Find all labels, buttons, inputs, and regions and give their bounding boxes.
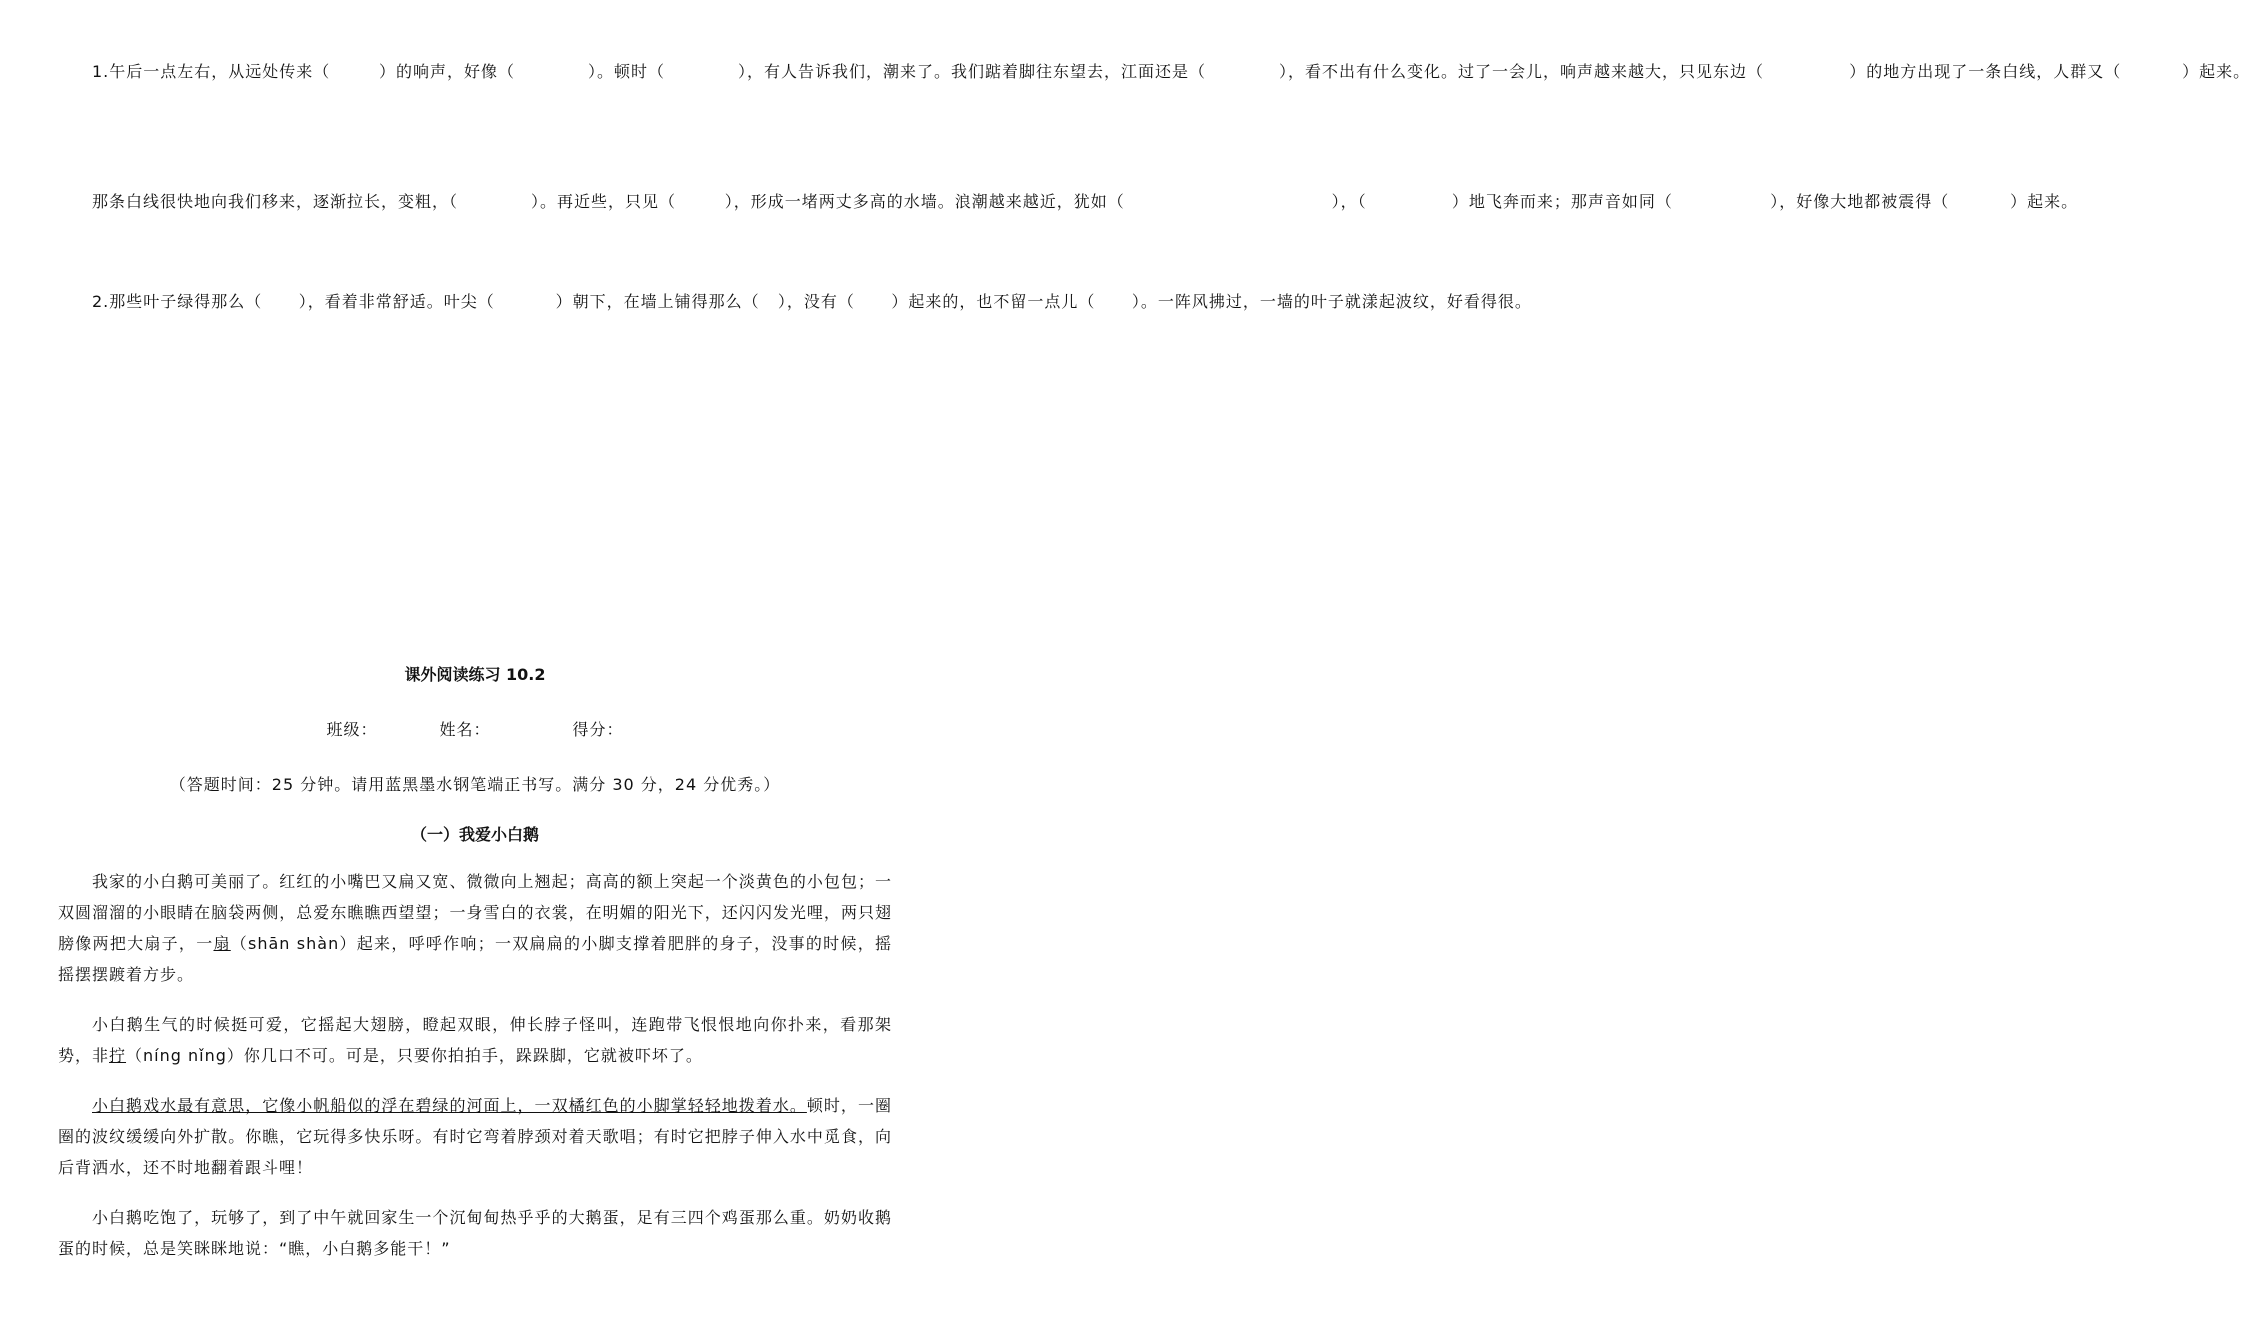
score-label: 得分： bbox=[572, 720, 624, 739]
question-text: 午后一点左右，从远处传来（ ）的响声，好像（ ）。顿时（ ），有人告诉我们，潮来了。我们踮着脚往东望去，江面还是（ ），看不出有什么变化。过了一会儿，响声越来越大，只见东边（ ）的地方出现了一条白线，人群又（ ）起来。 bbox=[109, 62, 2250, 81]
question-number: 2. bbox=[92, 292, 110, 311]
article-paragraph-4: 小白鹅吃饱了，玩够了，到了中午就回家生一个沉甸甸热乎乎的大鹅蛋，足有三四个鸡蛋那么重。奶奶收鹅蛋的时候，总是笑眯眯地说：“瞧，小白鹅多能干！” bbox=[58, 1208, 892, 1258]
underlined-char-shan: 扇 bbox=[213, 934, 231, 953]
fill-in-paragraph-3 bbox=[58, 286, 1532, 317]
section-title: （一）我爱小白鹅 bbox=[410, 825, 539, 844]
exercise-title: 课外阅读练习 10.2 bbox=[404, 665, 546, 684]
instructions: （答题时间：25 分钟。请用蓝黑墨水钢笔端正书写。满分 30 分，24 分优秀。） bbox=[169, 775, 781, 794]
article-paragraph-1: 我家的小白鹅可美丽了。红红的小嘴巴又扁又宽、微微向上翘起；高高的额上突起一个淡黄色的小包包；一双圆溜溜的小眼睛在脑袋两侧，总爱东瞧瞧西望望；一身雪白的衣裳，在明媚的阳光下，还闪闪发光哩，两只翅膀像两把大扇子，一扇（shān shàn）起来，呼呼作响；一双扁扁的小脚支撑着肥胖的身子，没事的时候，摇摇摆摆踱着方步。 bbox=[58, 872, 892, 984]
underlined-char-ning: 拧 bbox=[109, 1046, 127, 1065]
student-info-line bbox=[0, 717, 950, 740]
underlined-sentence: 小白鹅戏水最有意思，它像小帆船似的浮在碧绿的河面上，一双橘红色的小脚掌轻轻地拨着水。 bbox=[92, 1096, 807, 1115]
fill-in-paragraph-1 bbox=[58, 56, 2250, 87]
article-paragraph-2: 小白鹅生气的时候挺可爱，它摇起大翅膀，瞪起双眼，伸长脖子怪叫，连跑带飞恨恨地向你扑来，看那架势，非拧（níng nǐng）你几口不可。可是，只要你拍拍手，跺跺脚，它就被吓坏了。 bbox=[58, 1015, 892, 1065]
fill-in-paragraph-2: 那条白线很快地向我们移来，逐渐拉长，变粗，（ ）。再近些，只见（ ），形成一堵两丈多高的水墙。浪潮越来越近，犹如（ ），（ ）地飞奔而来；那声音如同（ ），好像大地都被震得（ ）起来。 bbox=[92, 192, 2079, 211]
question-number: 1. bbox=[92, 62, 110, 81]
question-text: 那些叶子绿得那么（ ），看着非常舒适。叶尖（ ）朝下，在墙上铺得那么（ ），没有（ ）起来的，也不留一点儿（ ）。一阵风拂过，一墙的叶子就漾起波纹，好看得很。 bbox=[109, 292, 1532, 311]
article-paragraph-3: 小白鹅戏水最有意思，它像小帆船似的浮在碧绿的河面上，一双橘红色的小脚掌轻轻地拨着水。顿时，一圈圈的波纹缓缓向外扩散。你瞧，它玩得多快乐呀。有时它弯着脖颈对着天歌唱；有时它把脖子伸入水中觅食，向后背洒水，还不时地翻着跟斗哩！ bbox=[58, 1096, 892, 1177]
name-label: 姓名： bbox=[439, 720, 491, 739]
class-label: 班级： bbox=[326, 720, 378, 739]
